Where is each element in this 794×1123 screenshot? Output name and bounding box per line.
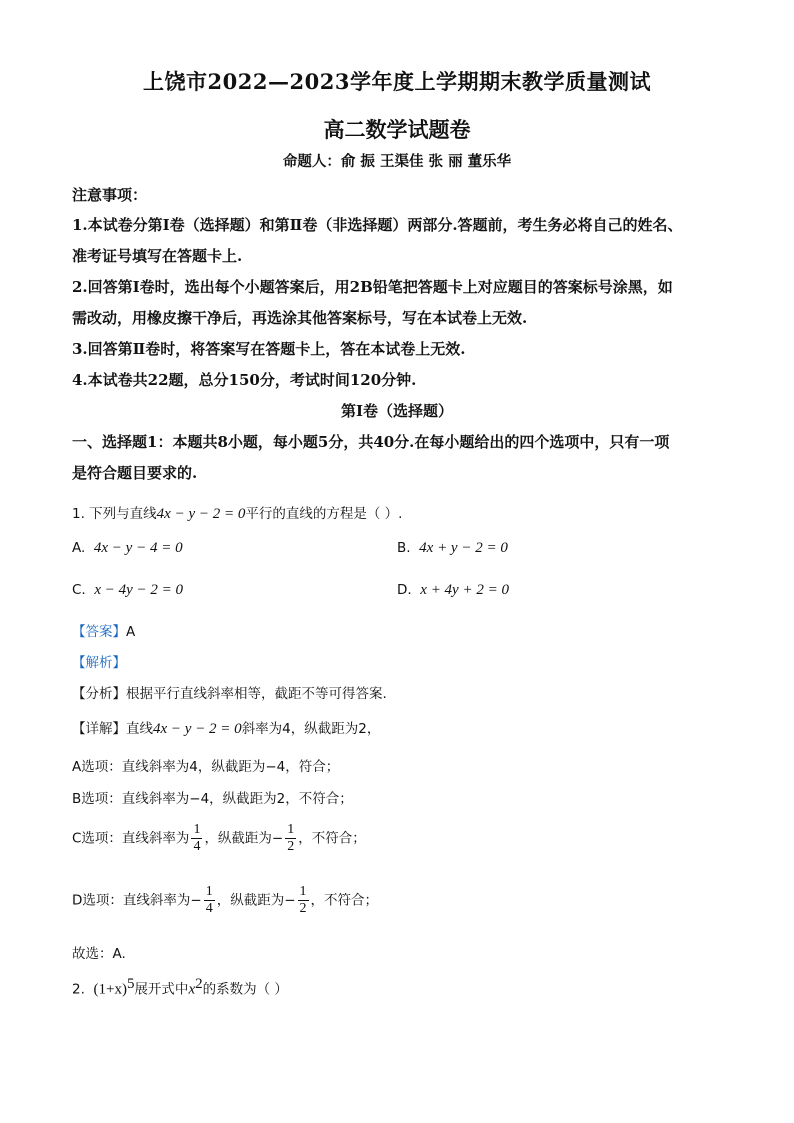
option-c-equation: x − 4y − 2 = 0 [94, 582, 183, 598]
q2-middle: 展开式中 [134, 981, 189, 998]
xiangjie-tag: 【详解】 [72, 721, 126, 737]
line-d-b: ，纵截距为− [216, 892, 296, 909]
question-1 [72, 502, 402, 523]
q1-equation: 4x − y − 2 = 0 [156, 506, 246, 522]
exam-title: 上饶市2022—2023学年度上学期期末教学质量测试 [143, 69, 651, 94]
q2-suffix: 的系数为（ ） [202, 981, 288, 998]
notice-item-3: 3.回答第Ⅱ卷时，将答案写在答题卡上，答在本试卷上无效. [72, 340, 466, 358]
fenxi-tag: 【分析】 [72, 686, 126, 702]
solution-line-c [72, 822, 366, 855]
exam-subtitle: 高二数学试题卷 [323, 117, 471, 142]
q1-option-a [72, 540, 183, 557]
option-c-label: C. [72, 582, 86, 598]
xiangjie-a: 直线 [126, 721, 153, 737]
notice-heading: 注意事项： [72, 186, 148, 204]
line-c-a: C选项：直线斜率为 [72, 830, 190, 847]
fraction-one-half: $\frac{1}{2}$ [299, 884, 307, 916]
line-c-b: ，纵截距为− [204, 830, 284, 847]
option-b-label: B. [397, 540, 411, 556]
fraction-one-quarter: $\frac{1}{4}$ [205, 884, 213, 916]
answer-line [72, 620, 135, 640]
notice-item-1b: 准考证号填写在答题卡上. [72, 247, 243, 265]
q2-exponent: 5 [126, 976, 135, 992]
fenxi-text: 根据平行直线斜率相等，截距不等可得答案. [126, 686, 387, 702]
q2-expression: (1+x) [93, 981, 127, 998]
answer-tag: 【答案】 [72, 624, 126, 640]
part1-instruction-a: 一、选择题1：本题共8小题，每小题5分，共40分.在每小题给出的四个选项中，只有一项 [72, 433, 670, 451]
authors-line: 命题人：俞 振 王渠佳 张 丽 董乐华 [282, 153, 512, 170]
q2-variable: x [188, 981, 196, 998]
fraction-one-half: $\frac{1}{2}$ [287, 822, 295, 854]
q2-prefix: 2. [72, 981, 85, 998]
q1-option-c [72, 582, 183, 599]
question-2 [72, 976, 288, 999]
solution-line-b: B选项：直线斜率为−4，纵截距为2，不符合； [72, 791, 353, 807]
q1-option-b [397, 540, 508, 557]
part1-instruction-b: 是符合题目要求的. [72, 464, 198, 482]
line-d-a: D选项：直线斜率为− [72, 892, 202, 909]
conclusion-line: 故选：A. [72, 946, 126, 962]
line-d-c: ，不符合； [310, 892, 379, 909]
notice-item-2a: 2.回答第Ⅰ卷时，选出每个小题答案后，用2B铅笔把答题卡上对应题目的答案标号涂黑，如 [72, 278, 673, 296]
option-d-label: D. [397, 582, 412, 598]
notice-item-1a: 1.本试卷分第Ⅰ卷（选择题）和第Ⅱ卷（非选择题）两部分.答题前，考生务必将自己的姓名、 [72, 216, 683, 234]
q1-suffix: 平行的直线的方程是（ ）. [245, 506, 403, 522]
option-a-equation: 4x − y − 4 = 0 [93, 540, 183, 556]
xiangjie-equation: 4x − y − 2 = 0 [153, 721, 242, 737]
solution-line-d [72, 884, 378, 917]
line-c-c: ，不符合； [298, 830, 366, 847]
solution-line-a: A选项：直线斜率为4，纵截距为−4，符合； [72, 759, 340, 775]
option-a-label: A. [72, 540, 86, 556]
notice-item-2b: 需改动，用橡皮擦干净后，再选涂其他答案标号，写在本试卷上无效. [72, 309, 528, 327]
q1-option-d [397, 582, 509, 599]
q1-prefix: 1. 下列与直线 [72, 506, 157, 522]
notice-item-4: 4.本试卷共22题，总分150分，考试时间120分钟. [72, 371, 417, 389]
q2-variable-exponent: 2 [195, 976, 203, 992]
xiangjie-line [72, 717, 380, 738]
option-b-equation: 4x + y − 2 = 0 [419, 540, 508, 556]
section-title: 第Ⅰ卷（选择题） [340, 402, 454, 420]
option-d-equation: x + 4y + 2 = 0 [420, 582, 509, 598]
xiangjie-b: 斜率为4，纵截距为2， [241, 721, 381, 737]
fraction-one-quarter: $\frac{1}{4}$ [193, 822, 201, 854]
analysis-tag: 【解析】 [72, 655, 126, 671]
fenxi-line [72, 682, 387, 702]
answer-value: A [126, 624, 136, 640]
